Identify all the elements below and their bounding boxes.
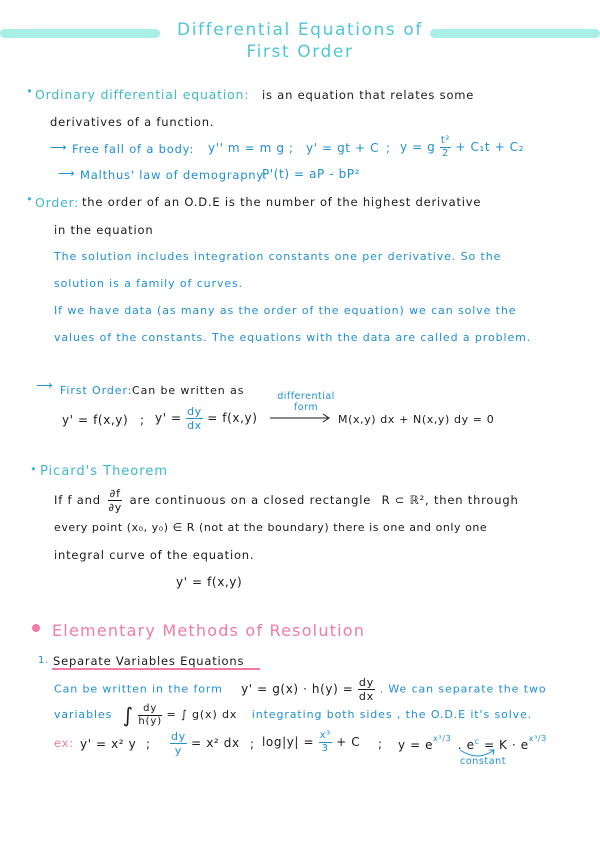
example-eq3b: + C: [336, 735, 361, 749]
first-order-label: First Order:: [60, 384, 133, 397]
fraction-denominator: 2: [441, 148, 449, 159]
constant-note: constant: [460, 756, 507, 767]
first-order-eq2b: = f(x,y): [207, 411, 258, 425]
fraction: [170, 731, 187, 756]
solution-line1: The solution includes integration constants one per derivative. So the: [54, 250, 502, 263]
solution-line2: solution is a family of curves.: [54, 277, 244, 290]
bullet-dot: [32, 624, 40, 632]
example-eq3a: log|y| =: [262, 735, 315, 749]
first-order-eq2a: y' =: [155, 411, 182, 425]
fraction: [138, 704, 162, 727]
picard-l1b: are continuous on a closed rectangle: [129, 493, 372, 507]
example-eq5a: . e: [457, 738, 475, 752]
title-highlight-left: [0, 29, 160, 38]
separator: ;: [378, 737, 383, 751]
page-title-line1: Differential Equations of: [177, 20, 423, 40]
fraction: [358, 677, 375, 702]
fraction-denominator: h(y): [138, 715, 163, 727]
separable-line2: [54, 703, 532, 727]
ode-definition: is an equation that relates some: [262, 88, 475, 102]
picard-line1: [54, 488, 519, 513]
data-line2: values of the constants. The equations with the data are called a problem.: [54, 331, 532, 344]
fraction: [319, 731, 332, 754]
example-eq5b: = K · e: [483, 738, 529, 752]
free-fall-eq2: y' = gt + C: [306, 141, 380, 155]
separable-l1a: Can be written in the form: [54, 682, 223, 696]
free-fall-eq3: [400, 136, 524, 159]
separable-line1: [54, 677, 546, 702]
separable-l2c: integrating both sides , the O.D.E it's solve.: [251, 708, 533, 721]
picard-term: Picard's Theorem: [40, 464, 168, 479]
order-definition-2: in the equation: [54, 223, 154, 237]
fraction-numerator: t²: [440, 135, 450, 146]
example-eq1: y' = x² y: [80, 737, 137, 751]
arrow-icon: ⟶: [36, 378, 54, 392]
page-title-line2: First Order: [246, 42, 354, 62]
arrow-label-line2: form: [293, 402, 319, 413]
ode-definition-2: derivatives of a function.: [50, 115, 215, 129]
example-eq2: [170, 731, 240, 756]
malthus-label: Malthus' law of demograpny:: [80, 168, 268, 182]
fraction-denominator: dx: [358, 690, 375, 703]
long-arrow-icon: [270, 412, 332, 424]
integral-sign-icon: ∫: [122, 703, 134, 727]
bullet-dot: •: [26, 192, 34, 206]
subsection-number: 1.: [38, 655, 50, 666]
ode-term: Ordinary differential equation:: [35, 87, 250, 102]
title-highlight-right: [430, 29, 600, 38]
picard-l1c: R ⊂ ℝ²: [381, 493, 426, 507]
fraction-numerator: ∂f: [109, 487, 121, 500]
arrow-icon: ⟶: [58, 166, 76, 180]
subsection-underline: [52, 668, 260, 670]
example-eq4-base: y = e: [398, 738, 434, 752]
fraction: [186, 406, 203, 431]
exponent: x³/3: [528, 734, 547, 743]
bullet-dot: •: [30, 462, 38, 476]
fraction-numerator: dy: [138, 704, 162, 716]
arrow-label: [262, 391, 350, 413]
fraction-numerator: dy: [171, 730, 186, 743]
subsection-title: Separate Variables Equations: [53, 654, 245, 668]
fraction-denominator: ∂y: [108, 501, 123, 514]
exponent: c: [474, 737, 480, 746]
separable-l2a: variables: [54, 708, 113, 721]
first-order-text: Can be written as: [132, 384, 245, 397]
separator: ;: [386, 141, 391, 155]
fraction-denominator: dx: [187, 419, 202, 432]
fraction-numerator: dy: [187, 405, 202, 418]
fraction-numerator: x³: [319, 730, 331, 741]
separator: ;: [289, 141, 294, 155]
arrow-icon: ⟶: [50, 140, 68, 154]
separable-l1b: y' = g(x) · h(y) =: [241, 681, 354, 696]
order-definition: the order of an O.D.E is the number of the highest derivative: [82, 195, 482, 209]
separable-l1c: . We can separate the two: [379, 682, 547, 696]
free-fall-eq1: y'' m = m g: [208, 141, 285, 155]
bullet-dot: •: [26, 84, 34, 98]
arrow-label-line1: differential: [277, 391, 335, 402]
picard-l1d: , then through: [425, 493, 519, 507]
fraction-denominator: 3: [321, 743, 329, 754]
separable-l2b: = ∫ g(x) dx: [166, 708, 238, 721]
free-fall-eq3b: + C₁t + C₂: [455, 140, 525, 154]
data-line1: If we have data (as many as the order of the equation) we can solve the: [54, 304, 517, 317]
separator: ;: [140, 413, 145, 427]
fraction-denominator: y: [174, 744, 182, 757]
picard-l1a: If f and: [54, 493, 101, 507]
first-order-eq2: [155, 406, 258, 431]
picard-line3: integral curve of the equation.: [54, 548, 255, 562]
free-fall-eq3a: y = g: [400, 140, 436, 154]
example-eq2-rest: = x² dx: [191, 736, 240, 750]
example-eq3: [262, 731, 360, 754]
fraction-numerator: dy: [358, 676, 375, 689]
separator: ;: [146, 737, 151, 751]
first-order-eq3: M(x,y) dx + N(x,y) dy = 0: [338, 413, 495, 426]
picard-eq: y' = f(x,y): [176, 575, 243, 589]
malthus-eq: P'(t) = aP - bP²: [262, 167, 361, 181]
picard-line2: every point (x₀, y₀) ∈ R (not at the boundary) there is one and only one: [54, 521, 488, 534]
example-label: ex:: [54, 736, 74, 750]
order-term: Order:: [35, 195, 80, 210]
separator: ;: [250, 737, 255, 751]
section-heading: Elementary Methods of Resolution: [52, 621, 366, 640]
fraction: [440, 136, 451, 159]
fraction: [108, 488, 122, 513]
free-fall-label: Free fall of a body:: [72, 142, 195, 156]
first-order-eq1: y' = f(x,y): [62, 413, 129, 427]
exponent: x³/3: [433, 734, 452, 743]
